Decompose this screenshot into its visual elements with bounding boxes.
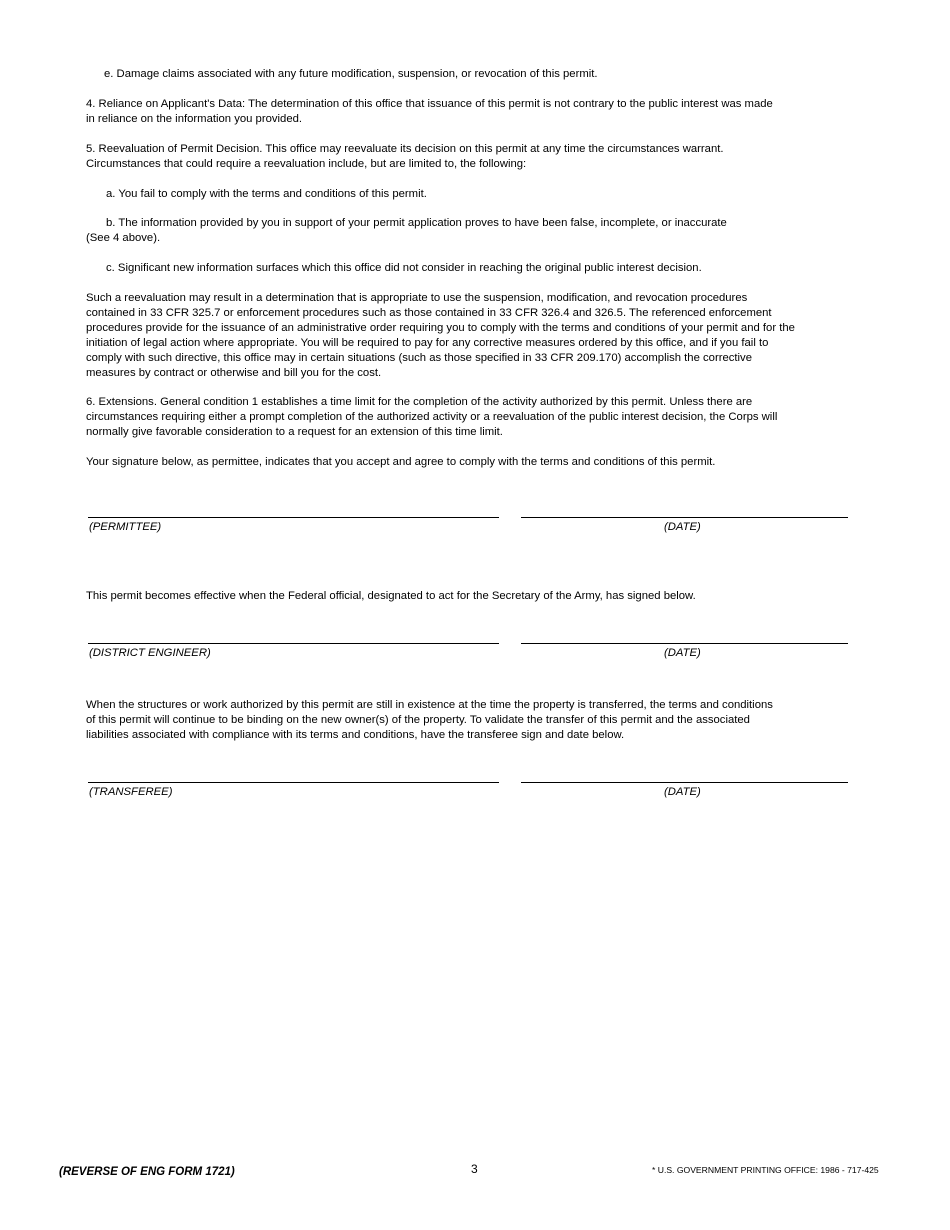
page-number: 3 — [471, 1162, 478, 1176]
transferee-date-label: (DATE) — [664, 786, 701, 798]
permittee-date-label: (DATE) — [664, 521, 701, 533]
signature-statement: Your signature below, as permittee, indicates that you accept and agree to comply with the terms and conditions of this permit. — [86, 456, 716, 468]
district-engineer-label: (DISTRICT ENGINEER) — [89, 647, 211, 659]
district-engineer-date-line[interactable] — [521, 643, 848, 644]
condition-item-e: e. Damage claims associated with any future modification, suspension, or revocation of this permit. — [104, 68, 598, 80]
permittee-label: (PERMITTEE) — [89, 521, 162, 533]
effective-statement: This permit becomes effective when the Federal official, designated to act for the Secretary of the Army, has signed below. — [86, 590, 696, 602]
permittee-date-line[interactable] — [521, 517, 848, 518]
reevaluation-item-c: c. Significant new information surfaces which this office did not consider in reaching the original public interest decision. — [106, 262, 702, 274]
paragraph-6-extensions: 6. Extensions. General condition 1 establishes a time limit for the completion of the activity authorized by this permit. Unless there are circumstances requiring either a prompt completion of the authorized activity or a reevaluation of the public interest decision, the Corps will normally give favorable consideration to a request for an extension of this time limit. — [86, 396, 778, 438]
reevaluation-item-b: b. The information provided by you in support of your permit application proves to have been false, incomplete, or inaccurate (See 4 above). — [86, 217, 727, 244]
paragraph-5-reevaluation: 5. Reevaluation of Permit Decision. This office may reevaluate its decision on this permit at any time the circumstances warrant. Circumstances that could require a reevaluation include, but are limited to, the following: — [86, 143, 724, 170]
transferee-date-line[interactable] — [521, 782, 848, 783]
permittee-signature-line[interactable] — [88, 517, 499, 518]
reevaluation-item-a: a. You fail to comply with the terms and conditions of this permit. — [106, 188, 427, 200]
transfer-paragraph: When the structures or work authorized by this permit are still in existence at the time the property is transferred, the terms and conditions of this permit will continue to be binding on the new owner(s) of the property. To validate the transfer of this permit and the associated liabilities associated with compliance with its terms and conditions, have the transferee sign and date below. — [86, 699, 773, 741]
district-engineer-date-label: (DATE) — [664, 647, 701, 659]
form-reference: (REVERSE OF ENG FORM 1721) — [59, 1166, 235, 1178]
reevaluation-procedures-paragraph: Such a reevaluation may result in a determination that is appropriate to use the suspension, modification, and revocation procedures contained in 33 CFR 325.7 or enforcement procedures such as those contained in 33 CFR 326.4 and 326.5. The referenced enforcement procedures provide for the issuance of an administrative order requiring you to comply with the terms and conditions of your permit and for the initiation of legal action where appropriate. You will be required to pay for any corrective measures ordered by this office, and if you fail to comply with such directive, this office may in certain situations (such as those specified in 33 CFR 209.170) accomplish the corrective measures by contract or otherwise and bill you for the cost. — [86, 292, 795, 379]
transferee-signature-line[interactable] — [88, 782, 499, 783]
district-engineer-signature-line[interactable] — [88, 643, 499, 644]
paragraph-4-reliance: 4. Reliance on Applicant's Data: The determination of this office that issuance of this permit is not contrary to the public interest was made in reliance on the information you provided. — [86, 98, 773, 125]
transferee-label: (TRANSFEREE) — [89, 786, 173, 798]
printing-office-note: * U.S. GOVERNMENT PRINTING OFFICE: 1986 - 717-425 — [652, 1165, 879, 1175]
